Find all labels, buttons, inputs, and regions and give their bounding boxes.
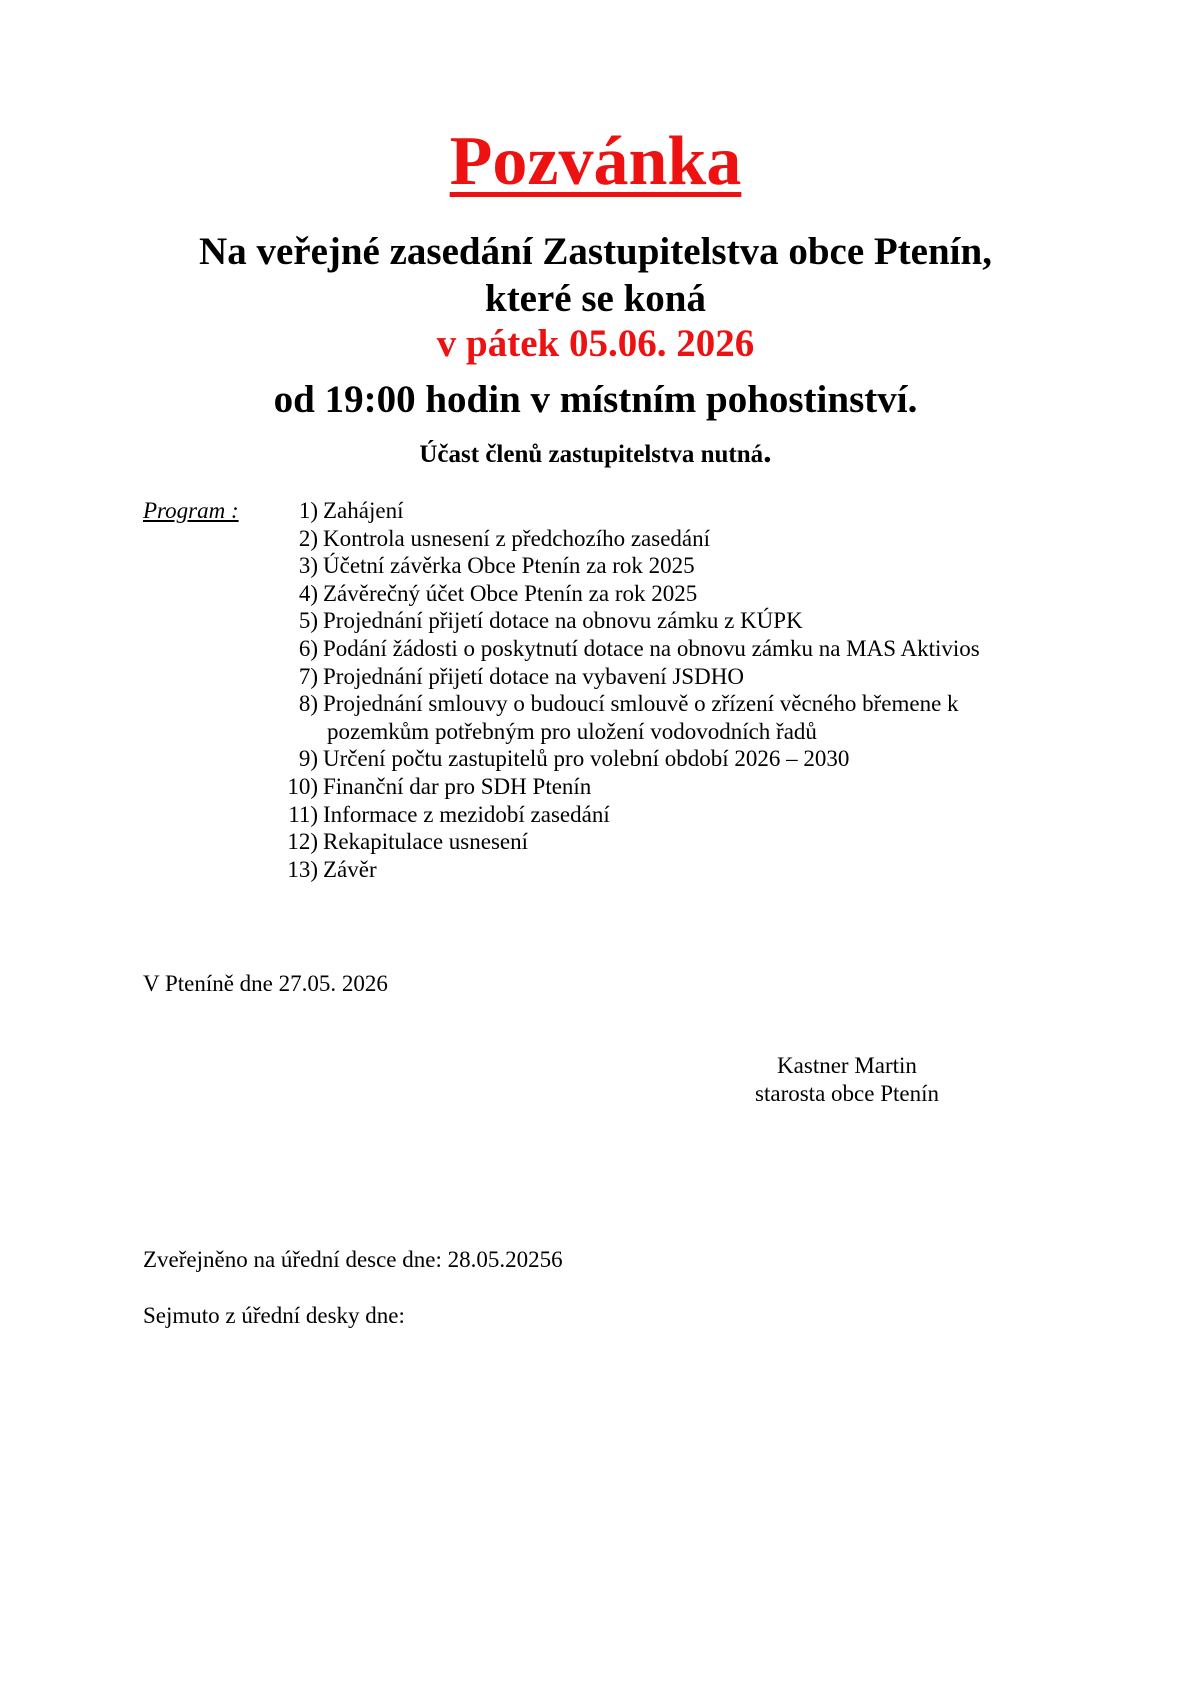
agenda-item-number: 10) — [287, 773, 318, 799]
agenda-item-text: Účetní závěrka Obce Ptenín za rok 2025 — [323, 553, 695, 579]
agenda-item-text: Rekapitulace usnesení — [323, 829, 529, 855]
attendance-text: Účast členů zastupitelstva nutná — [419, 441, 764, 468]
place-and-date: V Pteníně dne 27.05. 2026 — [143, 971, 388, 996]
removed-date: Sejmuto z úřední desky dne: — [143, 1303, 405, 1328]
signature-block — [700, 1052, 994, 1108]
program-label: Program : — [143, 498, 239, 523]
agenda-item — [270, 635, 1070, 663]
meeting-time-place: od 19:00 hodin v místním pohostinství. — [273, 378, 918, 421]
agenda-item — [270, 745, 1070, 773]
agenda-item — [270, 856, 1070, 884]
attendance-period: . — [763, 433, 772, 470]
agenda-item — [270, 580, 1070, 608]
agenda-item — [270, 497, 1070, 525]
agenda-item — [270, 828, 1070, 856]
agenda-item-text: Závěr — [323, 856, 377, 882]
agenda-item-text: Zahájení — [323, 498, 404, 523]
agenda-list — [270, 497, 1070, 883]
document-title: Pozvánka — [449, 123, 742, 200]
agenda-item-text: Projednání smlouvy o budoucí smlouvě o zřízení věcného břemene k — [323, 691, 959, 717]
agenda-item-number: 1) — [298, 498, 318, 523]
meeting-date: v pátek 05.06. 2026 — [436, 322, 755, 365]
agenda-item-number: 2) — [298, 525, 318, 551]
agenda-item — [270, 801, 1070, 829]
subtitle-line-2: které se koná — [485, 277, 706, 320]
agenda-item-text: Závěrečný účet Obce Ptenín za rok 2025 — [323, 580, 698, 606]
agenda-item-text: Podání žádosti o poskytnutí dotace na obnovu zámku na MAS Aktivios — [323, 635, 980, 661]
agenda-item-number: 11) — [288, 801, 318, 827]
signer-role: starosta obce Ptenín — [755, 1081, 939, 1106]
attendance-note — [0, 435, 1191, 472]
agenda-item — [270, 773, 1070, 801]
signer-name: Kastner Martin — [777, 1053, 917, 1078]
agenda-item-number: 7) — [298, 663, 318, 689]
meeting-subtitle — [0, 228, 1191, 322]
agenda-item-number: 3) — [298, 553, 318, 579]
agenda-item-text: Projednání přijetí dotace na vybavení JSDHO — [323, 663, 744, 689]
agenda-item-number: 9) — [298, 746, 318, 772]
agenda-item — [270, 525, 1070, 553]
agenda-item-text: Určení počtu zastupitelů pro volební období 2026 – 2030 — [323, 746, 850, 772]
agenda-item-number: 8) — [298, 691, 318, 717]
agenda-item-number: 12) — [287, 829, 318, 855]
agenda-item — [270, 607, 1070, 635]
agenda-item-number: 5) — [298, 608, 318, 634]
agenda-item-number: 13) — [287, 856, 318, 882]
agenda-item — [270, 552, 1070, 580]
agenda-item — [270, 690, 1070, 745]
agenda-item — [270, 663, 1070, 691]
published-date: Zveřejněno na úřední desce dne: 28.05.20256 — [143, 1247, 563, 1272]
agenda-item-text: Informace z mezidobí zasedání — [323, 801, 610, 827]
agenda-item-number: 6) — [298, 635, 318, 661]
agenda-item-text: Finanční dar pro SDH Ptenín — [323, 773, 592, 799]
subtitle-line-1: Na veřejné zasedání Zastupitelstva obce Ptenín, — [199, 230, 992, 273]
agenda-item-number: 4) — [298, 580, 318, 606]
agenda-item-text: Projednání přijetí dotace na obnovu zámku z KÚPK — [323, 608, 803, 634]
agenda-item-text-continuation: pozemkům potřebným pro uložení vodovodních řadů — [327, 718, 817, 744]
agenda-item-text: Kontrola usnesení z předchozího zasedání — [323, 525, 711, 551]
